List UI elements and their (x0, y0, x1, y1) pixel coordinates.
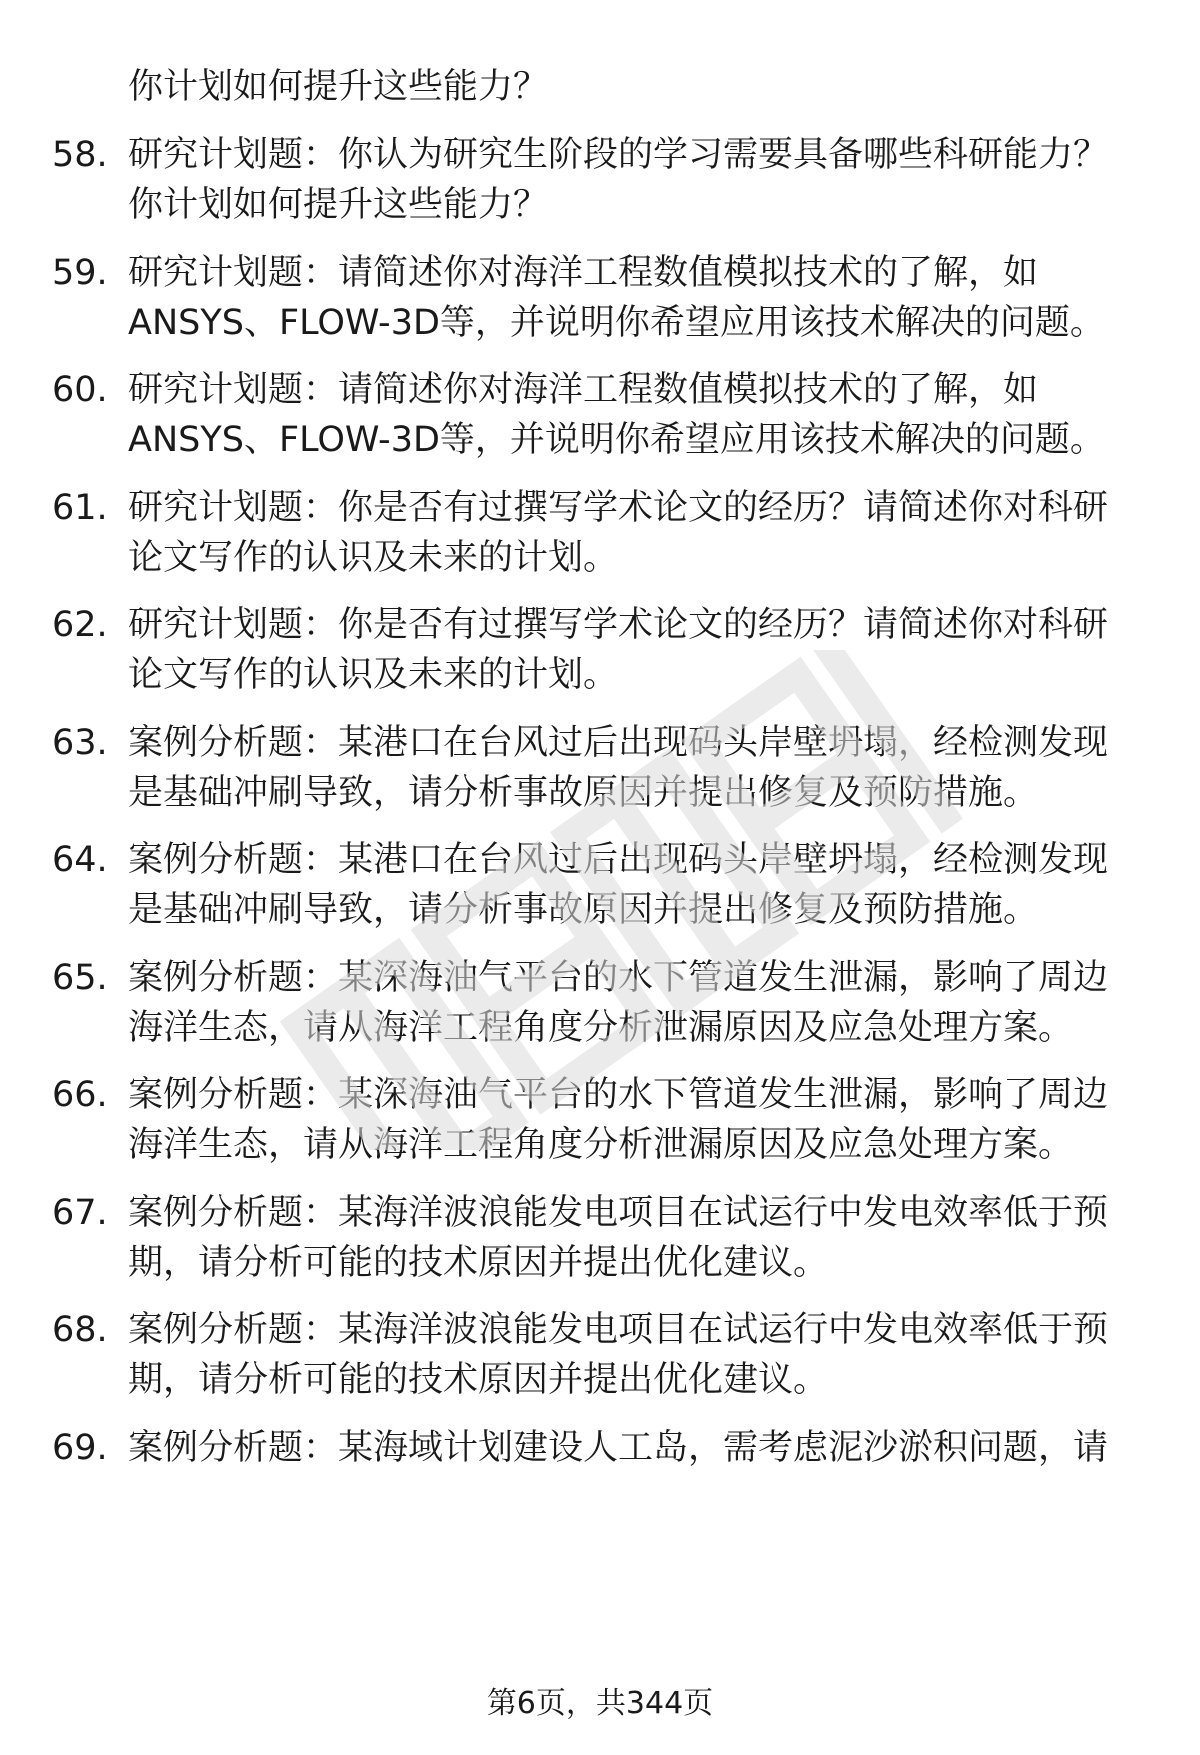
question-item (0, 1070, 1200, 1180)
question-text (128, 600, 1148, 700)
question-text-line: 海洋生态，请从海洋工程角度分析泄漏原因及应急处理方案。 (128, 1125, 1074, 1165)
question-text (128, 248, 1148, 348)
question-number: 69. (52, 1427, 108, 1468)
question-text-line: 海洋生态，请从海洋工程角度分析泄漏原因及应急处理方案。 (128, 1007, 1074, 1048)
question-number: 61. (52, 487, 108, 528)
question-text (128, 1188, 1148, 1288)
question-text (128, 130, 1148, 230)
question-text-line: 研究计划题：请简述你对海洋工程数值模拟技术的了解，如 (128, 370, 1039, 410)
question-text-line: 你计划如何提升这些能力？ (128, 185, 549, 225)
question-text-line: 研究计划题：你认为研究生阶段的学习需要具备哪些科研能力？ (128, 135, 1109, 175)
question-text-line: 案例分析题：某海洋波浪能发电项目在试运行中发电效率低于预 (128, 1310, 1109, 1350)
question-text (128, 483, 1148, 583)
question-text (128, 953, 1148, 1053)
question-text-line: 是基础冲刷导致，请分析事故原因并提出修复及预防措施。 (128, 772, 1039, 813)
question-item (0, 1188, 1200, 1298)
question-text-line: 案例分析题：某港口在台风过后出现码头岸壁坍塌，经检测发现 (128, 840, 1109, 880)
question-number: 59. (52, 252, 108, 293)
question-text-line: 案例分析题：某海洋波浪能发电项目在试运行中发电效率低于预 (128, 1192, 1109, 1233)
question-item (0, 953, 1200, 1063)
question-number: 58. (52, 135, 108, 175)
question-item (0, 483, 1200, 593)
question-text (128, 1305, 1148, 1405)
question-text-line: 案例分析题：某海域计划建设人工岛，需考虑泥沙淤积问题，请 (128, 1427, 1109, 1468)
question-text (128, 835, 1148, 935)
question-text (128, 718, 1148, 818)
question-text-line: 研究计划题：请简述你对海洋工程数值模拟技术的了解，如 (128, 252, 1039, 293)
question-number: 68. (52, 1310, 108, 1350)
question-item (0, 835, 1200, 945)
question-number: 67. (52, 1192, 108, 1233)
question-number: 66. (52, 1075, 108, 1115)
question-text-line: 期，请分析可能的技术原因并提出优化建议。 (128, 1242, 829, 1283)
question-text-line: 案例分析题：某港口在台风过后出现码头岸壁坍塌，经检测发现 (128, 722, 1109, 763)
question-item (0, 365, 1200, 475)
question-text-line: 论文写作的认识及未来的计划。 (128, 537, 619, 578)
question-number: 65. (52, 957, 108, 998)
question-item (0, 1423, 1200, 1533)
question-text-line: 论文写作的认识及未来的计划。 (128, 655, 619, 695)
question-number: 63. (52, 722, 108, 763)
question-text (128, 365, 1148, 465)
question-text-line: 案例分析题：某深海油气平台的水下管道发生泄漏，影响了周边 (128, 1075, 1109, 1115)
question-item (0, 130, 1200, 240)
question-number: 64. (52, 840, 108, 880)
question-item (0, 1305, 1200, 1415)
question-text-line: 研究计划题：你是否有过撰写学术论文的经历？请简述你对科研 (128, 605, 1109, 645)
question-text-line: ANSYS、FLOW-3D等，并说明你希望应用该技术解决的问题。 (128, 420, 1105, 460)
question-text-line: 期，请分析可能的技术原因并提出优化建议。 (128, 1360, 829, 1400)
continuation-line: 你计划如何提升这些能力？ (128, 67, 549, 107)
question-item (0, 600, 1200, 710)
question-text-line: ANSYS、FLOW-3D等，并说明你希望应用该技术解决的问题。 (128, 302, 1105, 343)
question-text (128, 1070, 1148, 1170)
question-text-line: 案例分析题：某深海油气平台的水下管道发生泄漏，影响了周边 (128, 957, 1109, 998)
question-number: 60. (52, 370, 108, 410)
question-text-line: 研究计划题：你是否有过撰写学术论文的经历？请简述你对科研 (128, 487, 1109, 528)
page-footer: 第6页，共344页 (486, 1686, 714, 1721)
question-item (0, 718, 1200, 828)
question-item (0, 248, 1200, 358)
question-text-line: 是基础冲刷导致，请分析事故原因并提出修复及预防措施。 (128, 890, 1039, 930)
question-number: 62. (52, 605, 108, 645)
question-text (128, 1423, 1148, 1473)
